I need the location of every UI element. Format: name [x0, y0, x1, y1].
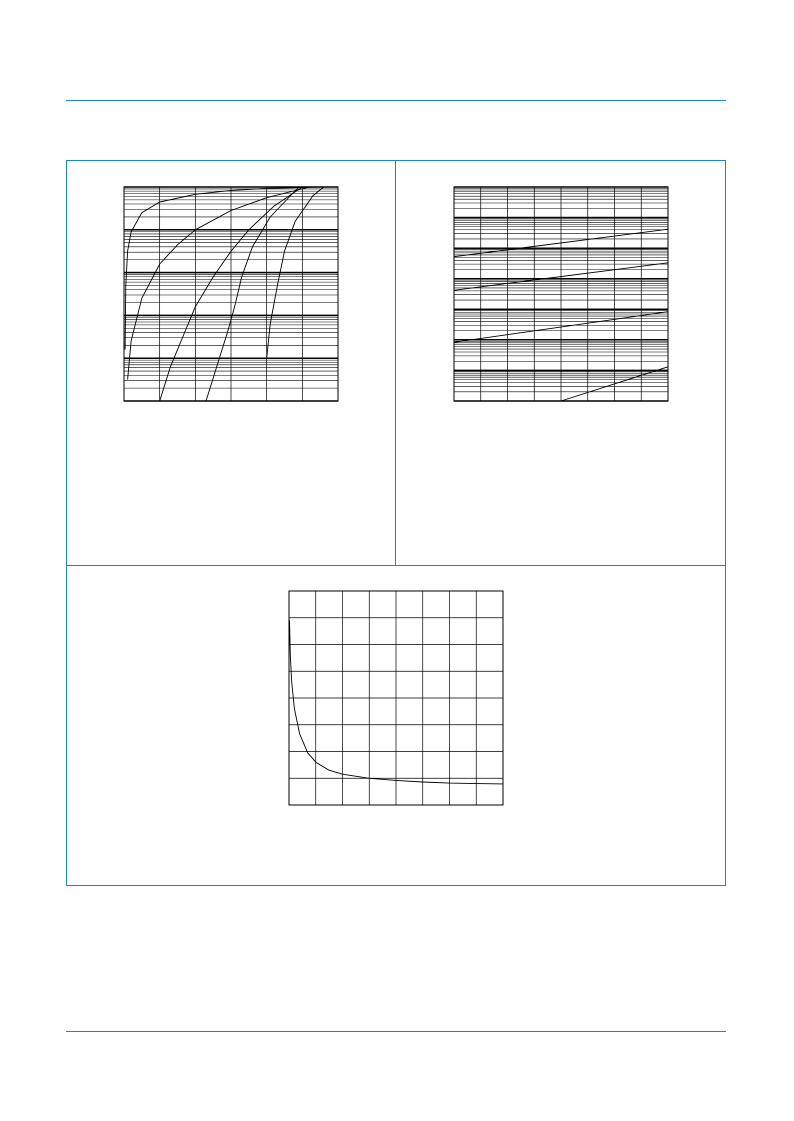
- chart-c: [289, 591, 503, 805]
- chart-a: [124, 187, 338, 401]
- series-line-1: [125, 187, 320, 350]
- chart-b: [454, 187, 668, 401]
- series-line-4: [206, 187, 299, 401]
- header-rule: [66, 100, 726, 101]
- figure-column-divider: [395, 160, 396, 565]
- figure-row-divider: [66, 565, 726, 566]
- footer-rule: [66, 1031, 726, 1032]
- series-line-2: [128, 187, 310, 380]
